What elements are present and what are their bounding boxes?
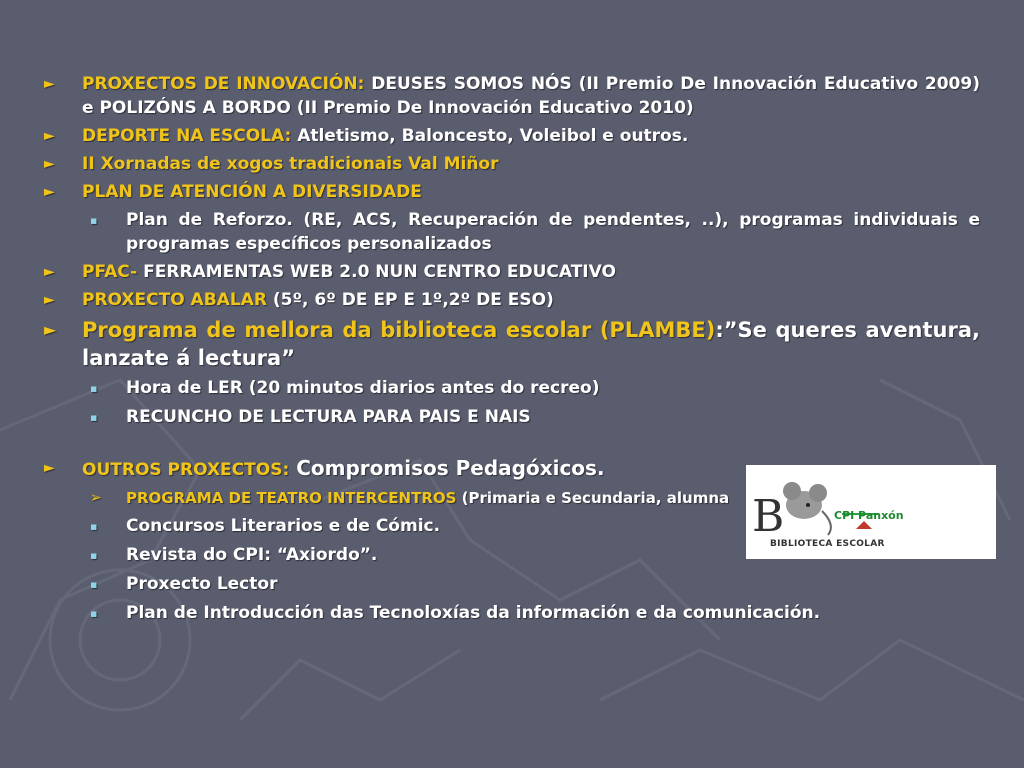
triangle-bullet-icon: ► [44, 292, 55, 308]
triangle-bullet-icon: ► [44, 184, 55, 200]
item-label: PROXECTO ABALAR [82, 290, 267, 310]
item-text: Proxecto Lector [126, 574, 278, 594]
item-text: DEUSES SOMOS NÓS (II Premio De Innovación Educativo 2009) e POLIZÓNS A BORDO (II Premio De Innovación Educativo 2010) [82, 74, 980, 118]
item-label: PLAN DE ATENCIÓN A DIVERSIDADE [82, 182, 422, 202]
item-text: Concursos Literarios e de Cómic. [126, 516, 441, 536]
square-bullet-icon: ▪ [90, 411, 98, 424]
arrow-bullet-icon: ➢ [90, 490, 102, 506]
item-text: FERRAMENTAS WEB 2.0 NUN CENTRO EDUCATIVO [137, 262, 616, 282]
item-text: (Primaria e Secundaria, alumna [456, 489, 730, 507]
list-item [44, 152, 980, 176]
library-logo [746, 465, 996, 559]
list-item [44, 316, 980, 372]
sub-list-item [44, 208, 980, 256]
triangle-bullet-icon: ► [44, 460, 55, 476]
svg-text:B: B [752, 491, 785, 542]
item-text: Revista do CPI: “Axiordo”. [126, 545, 378, 565]
square-bullet-icon: ▪ [90, 607, 98, 620]
item-label: Programa de mellora da biblioteca escolar (PLAMBE) [82, 318, 716, 342]
item-text: Plan de Reforzo. (RE, ACS, Recuperación de pendentes, ..), programas individuais e programas específicos personalizados [126, 210, 980, 254]
item-text: :”Se queres aventura, lanzate á lectura” [82, 318, 981, 370]
item-label: OUTROS PROXECTOS: [82, 460, 290, 480]
list-item [44, 72, 980, 120]
item-label: PFAC- [82, 262, 138, 282]
item-label: DEPORTE NA ESCOLA: [82, 126, 292, 146]
item-text: Compromisos Pedagóxicos. [289, 456, 605, 480]
sub-list-item [44, 405, 980, 430]
item-text: (5º, 6º DE EP E 1º,2º DE ESO) [266, 290, 554, 310]
list-item [44, 260, 980, 284]
triangle-bullet-icon: ► [44, 320, 57, 339]
item-label: PROXECTOS DE INNOVACIÓN: [82, 74, 365, 94]
triangle-bullet-icon: ► [44, 156, 55, 172]
sub-list-item [44, 601, 980, 626]
item-text: Atletismo, Baloncesto, Voleibol e outros. [291, 126, 689, 146]
sub-list-item [44, 572, 980, 597]
square-bullet-icon: ▪ [90, 549, 98, 562]
item-label: II Xornadas de xogos tradicionais Val Miñor [82, 154, 499, 174]
square-bullet-icon: ▪ [90, 578, 98, 591]
logo-subtitle: BIBLIOTECA ESCOLAR [770, 539, 885, 549]
list-item [44, 180, 980, 204]
list-item [44, 124, 980, 148]
square-bullet-icon: ▪ [90, 214, 98, 227]
logo-title: CPI Panxón [834, 509, 904, 522]
item-text: RECUNCHO DE LECTURA PARA PAIS E NAIS [126, 407, 531, 427]
triangle-bullet-icon: ► [44, 76, 55, 92]
list-item [44, 288, 980, 312]
square-bullet-icon: ▪ [90, 382, 98, 395]
triangle-bullet-icon: ► [44, 128, 55, 144]
item-label: PROGRAMA DE TEATRO INTERCENTROS [126, 489, 457, 507]
triangle-bullet-icon: ► [44, 264, 55, 280]
item-text: Hora de LER (20 minutos diarios antes do recreo) [126, 378, 600, 398]
item-text: Plan de Introducción das Tecnoloxías da información e da comunicación. [126, 603, 821, 623]
square-bullet-icon: ▪ [90, 520, 98, 533]
sub-list-item [44, 376, 980, 401]
